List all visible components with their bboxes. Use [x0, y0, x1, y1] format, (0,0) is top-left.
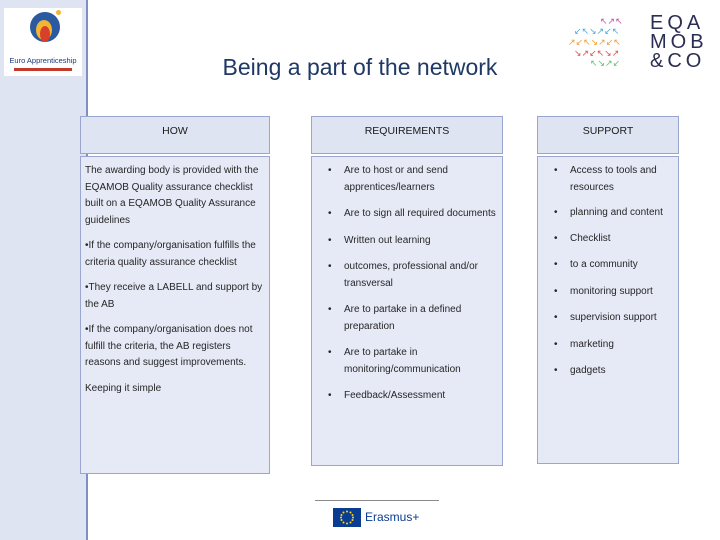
logo-name: Euro Apprenticeship: [9, 56, 77, 65]
support-column-header: SUPPORT: [537, 116, 679, 154]
support-item: • supervision support: [544, 310, 672, 327]
how-column-header: HOW: [80, 116, 270, 154]
requirements-column-body: [311, 156, 503, 466]
how-paragraph: •They receive a LABELL and support by the AB: [85, 282, 263, 310]
svg-text:↖↘↗↙: ↖↘↗↙: [590, 59, 621, 69]
support-list: [544, 163, 672, 380]
footer-divider: [315, 500, 439, 501]
requirement-item: • Are to partake in monitoring/communication: [318, 345, 496, 378]
arrow-pattern-icon: [566, 14, 642, 74]
erasmus-logo: [333, 508, 443, 528]
svg-text:↙↖↘↗↙↖: ↙↖↘↗↙↖: [574, 27, 620, 37]
how-closing-note: Keeping it simple: [85, 382, 162, 394]
requirement-item: • outcomes, professional and/or transversal: [318, 259, 496, 292]
svg-text:↗↙↖↘↗↙↖: ↗↙↖↘↗↙↖: [568, 38, 621, 48]
how-paragraph: The awarding body is provided with the EQAMOB Quality assurance checklist built on a EQAMOB Quality Assurance guidelines: [85, 165, 259, 226]
eqamob-wordmark: [650, 14, 708, 71]
how-paragraph: •If the company/organisation does not fulfill the criteria, the AB registers reasons and suggest improvements.: [85, 324, 253, 368]
wordmark-line-3: &CO: [650, 50, 706, 72]
requirement-item: • Written out learning: [318, 233, 496, 250]
support-item: • planning and content: [544, 205, 672, 222]
requirements-column-header: REQUIREMENTS: [311, 116, 503, 154]
support-item: • to a community: [544, 257, 672, 274]
wordmark-line-2: MOB: [650, 31, 708, 53]
support-item: • gadgets: [544, 363, 672, 380]
logo-tagline-bar: [14, 68, 72, 71]
eu-flag-icon: [333, 508, 361, 527]
how-paragraph: •If the company/organisation fulfills the criteria quality assurance checklist: [85, 240, 256, 268]
erasmus-label: Erasmus+: [365, 510, 420, 524]
left-sidebar-bar: [0, 0, 88, 540]
support-column-body: [537, 156, 679, 464]
requirement-item: • Are to host or and send apprentices/learners: [318, 163, 496, 196]
requirements-list: [318, 163, 496, 405]
support-item: • Access to tools and resources: [544, 163, 672, 196]
wordmark-line-1: EQA: [650, 12, 705, 34]
support-item: • Checklist: [544, 231, 672, 248]
support-item: • monitoring support: [544, 284, 672, 301]
svg-text:↖↗↖: ↖↗↖: [600, 17, 623, 27]
eqamob-logo: [566, 14, 712, 74]
support-item: • marketing: [544, 337, 672, 354]
requirement-item: • Are to sign all required documents: [318, 206, 496, 223]
requirement-item: • Feedback/Assessment: [318, 388, 496, 405]
svg-text:↘↗↙↖↘↗: ↘↗↙↖↘↗: [574, 49, 620, 59]
page-title: Being a part of the network: [222, 54, 498, 80]
requirement-item: • Are to partake in a defined preparation: [318, 302, 496, 335]
how-column-body: [80, 156, 270, 474]
euro-apprenticeship-logo: [4, 8, 82, 76]
